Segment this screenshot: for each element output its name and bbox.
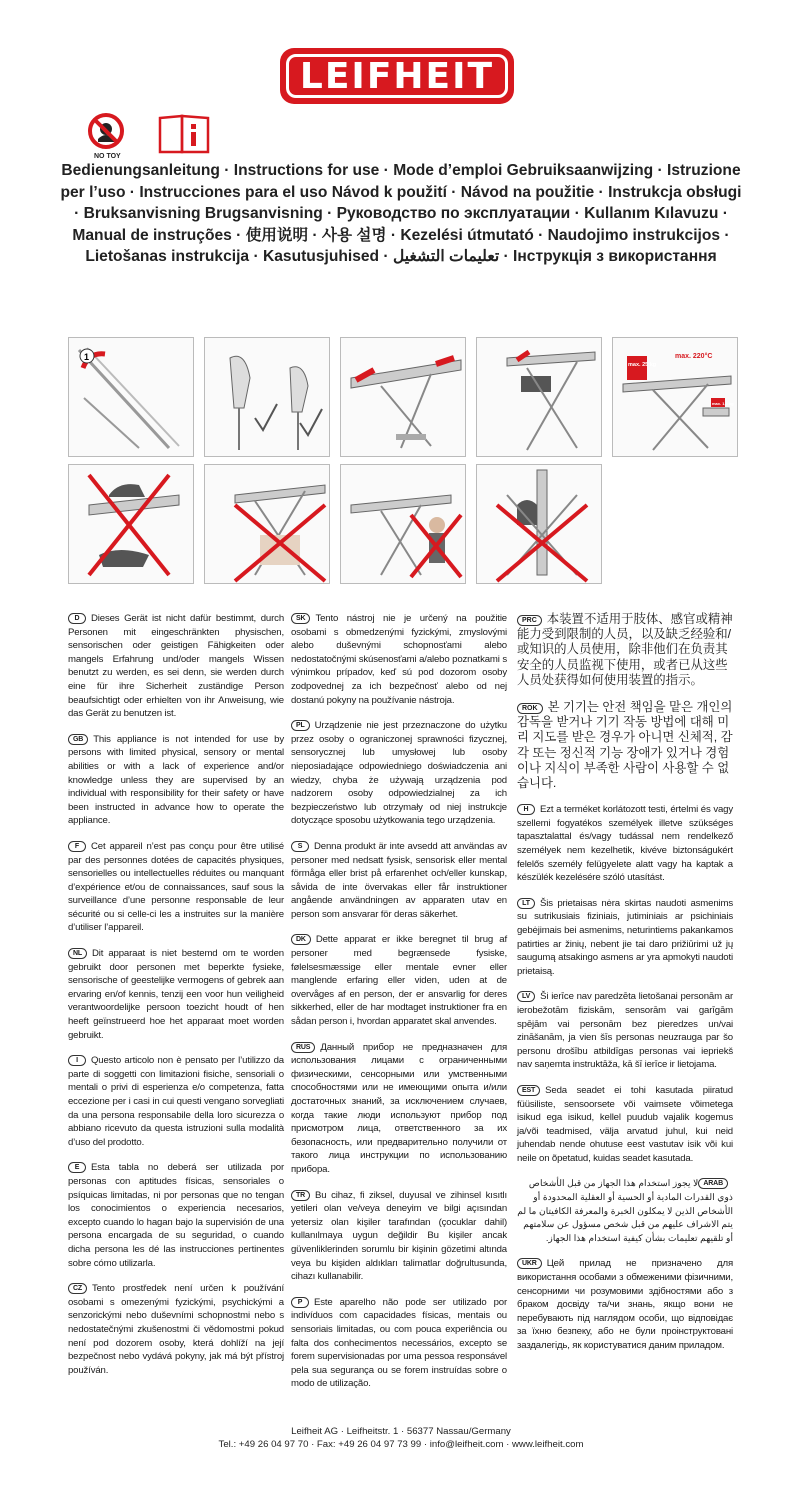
safety-notice-PRC: [517, 612, 733, 688]
footer-address: Leifheit AG · Leifheitstr. 1 · 56377 Nassau/Germany: [291, 1426, 511, 1437]
safety-text: 本装置不适用于肢体、感官或精神能力受到限制的人员，以及缺乏经验和/或知识的人员使用，除非他们在负责其安全的人员监视下使用，或者已从这些人员处获得如何使用装置的指示。: [517, 612, 733, 687]
safety-notice-LT: [517, 897, 733, 979]
logo-text: LEIFHEIT: [286, 54, 508, 98]
safety-notice-LV: [517, 990, 733, 1072]
safety-text: Denna produkt är inte avsedd att användas av personer med nedsatt fysisk, sensorisk eller mental förmåga eller brist på erfarenhet och/eller kunskap, såvida de inte övervakas eller får instruktioner angående användningen av apparaten utav en person som ansvarar för deras säkerhet.: [291, 840, 507, 920]
country-badge: PRC: [517, 615, 542, 626]
figure-2-height-adjust: [204, 337, 330, 457]
svg-text:1: 1: [84, 352, 90, 362]
safety-notice-D: [68, 612, 284, 721]
country-badge: LV: [517, 991, 535, 1002]
safety-text: Tento prostředek není určen k používání osobami s omezenými fyzickými, psychickými a senzorickými nebo duševními schopnostmi nebo s nedostatečnými zkušenostmi či vědomostmi pokud není pod dozorem osoby, která dohlíží na její bezpečnost nebo vydává pokyny, jak má být přístroj používán.: [68, 1283, 284, 1376]
country-badge: NL: [68, 948, 87, 959]
country-badge: H: [517, 804, 535, 815]
country-badge: RUS: [291, 1042, 315, 1053]
figure-3-turn-board: [340, 337, 466, 457]
figure-6-no-iron-on-board: [68, 464, 194, 584]
country-badge: GB: [68, 734, 88, 745]
leifheit-logo: [280, 48, 514, 104]
country-badge: SK: [291, 613, 310, 624]
country-badge: TR: [291, 1190, 310, 1201]
safety-text: This appliance is not intended for use by persons with limited physical, sensory or mental abilities or with a lack of experience and/or knowledge unless they are supervised by an individual with responsibility for their safety or have been instructed in advance how to operate the appliance.: [68, 733, 284, 827]
safety-notice-H: [517, 803, 733, 885]
max-load2-label: max. 1,5 kg: [712, 401, 734, 406]
safety-text: Esta tabla no deberá ser utilizada por personas con aptitudes físicas, sensoriales o psíquicas limitadas, ni por personas que no tengan los conocimientos o experiencia necesarios, excepto cuando lo hagan bajo la supervisión de una persona encargada de su seguridad, o cuando dicha persona les dé las instrucciones pertinentes sobre cómo utilizarla.: [68, 1162, 284, 1269]
safety-notice-RUS: [291, 1041, 507, 1177]
safety-text: Цей прилад не призначено для використання особами з обмеженими фізичними, сенсорними чи розумовими здібностями або з браком досвіду та/чи знань, якщо вони не перебувають під наглядом особи, що відповідає за їхню безпеку, або не були проінструктовані заздалегідь, як користуватися даним приладом.: [517, 1258, 733, 1352]
country-badge: ARAB: [698, 1178, 728, 1189]
figure-4-iron-rest: [476, 337, 602, 457]
country-badge: F: [68, 841, 86, 852]
safety-notice-EST: [517, 1084, 733, 1166]
safety-notice-NL: [68, 947, 284, 1042]
no-toy-icon: [82, 110, 140, 160]
safety-text: 본 기기는 안전 책임을 맡은 개인의 감독을 받거나 기기 작동 방법에 대해 미리 지도를 받은 경우가 아니면 신체적, 감각 또는 정신적 기능 장애가 있거나 경험이나 지식이 부족한 사람이 사용할 수 없습니다.: [517, 700, 733, 791]
country-badge: S: [291, 841, 309, 852]
header-icons: [82, 110, 212, 160]
text-column-2: [291, 612, 507, 1403]
country-badge: I: [68, 1055, 86, 1066]
safety-text: Ši ierīce nav paredzēta lietošanai personām ar ierobežotām fiziskām, sensorām vai garīgām spējām vai personām bez pieredzes un/vai zināšanām, ja vien šīs personas neuzrauga par šo personu drošību atbildīgas personas vai iepriekš nav saņemta instruktāža, kā šī ierīce ir lietojama.: [517, 991, 733, 1071]
safety-text: Dette apparat er ikke beregnet til brug af personer med begrænsede fysiske, følelsesmæssige eller mentale evner eller manglende erfaring eller viden, uden at de overvåges af en person, der er ansvarlig for deres sikkerhed, eller de har modtaget instruktioner fra en sådan person i, hvordan apparatet skal anvendes.: [291, 934, 507, 1028]
safety-text: Šis prietaisas nėra skirtas naudoti asmenims su sutrikusiais fiziniais, jutiminiais ar psichiniais gebėjimais bei asmenims, neturintiems pakankamos patirties ar žinių, nebent jie tai daro prižiūrimi už jų saugumą atsakingo asmens ar yra apmokyti naudoti prietaisą.: [517, 897, 733, 977]
info-book-icon: [156, 110, 212, 156]
safety-notice-SK: [291, 612, 507, 707]
country-badge: UKR: [517, 1258, 542, 1269]
safety-text: Urządzenie nie jest przeznaczone do użytku przez osoby o ograniczonej sprawności fizycznej, sensorycznej lub umysłowej lub osoby nieposiadające odpowiedniego doświadczenia ani wiedzy, chyba że używają urządzenia pod nadzorem osoby odpowiedzialnej za ich bezpieczeństwo lub otrzymały od niej instrukcje dotyczące sposobu użytkowania tego urządzenia.: [291, 720, 507, 827]
country-badge: EST: [517, 1085, 540, 1096]
safety-notice-UKR: [517, 1257, 733, 1352]
figure-9-not-stable: [476, 464, 602, 584]
safety-notice-ARAB: [517, 1177, 733, 1245]
figure-1-open-board: [68, 337, 194, 457]
safety-notice-I: [68, 1054, 284, 1149]
safety-notice-GB: [68, 733, 284, 828]
max-load-label: max. 25 kg: [628, 362, 657, 368]
country-badge: CZ: [68, 1283, 87, 1294]
country-badge: ROK: [517, 703, 543, 714]
safety-text: Seda seadet ei tohi kasutada piiratud füüsiliste, sensoorsete või vaimsete võimetega isikud ega isikud, kellel puudub vajalik kogemus ja/või teadmised, välja arvatud juhul, kui neid juhendab nende ohutuse eest vastutav isik või kui neile on õpetatud, kuidas seadet kasutada.: [517, 1084, 733, 1164]
safety-text: Ezt a terméket korlátozott testi, értelmi és vagy szellemi fogyatékos személyek illetve szükséges tapasztalattal és/vagy tudással nem rendelkező személyek nem kezelhetik, kivéve biztonságukért felelős személy felügyelete alatt vagy ha kaptak a készülék kezelésére szóló utasítást.: [517, 804, 733, 884]
footer-contact: Tel.: +49 26 04 97 70 · Fax: +49 26 04 97 73 99 · info@leifheit.com · www.leifheit.com: [218, 1438, 584, 1450]
safety-notice-CZ: [68, 1282, 284, 1377]
country-badge: P: [291, 1297, 309, 1308]
safety-notice-F: [68, 840, 284, 935]
country-badge: D: [68, 613, 86, 624]
safety-notice-DK: [291, 933, 507, 1028]
page-title: Bedienungsanleitung · Instructions for use · Mode d’emploi Gebruiksaanwijzing · Istruzione per l’uso · Instrucciones para el uso Návod k použití · Návod na použitie · Instrukcja obsługi · Bruksanvisning Brugsanvisning · Руководство по эксплуатации · Kullanım Kılavuzu · Manual de instruções · 使用说明 · 사용 설명 · Kezelési útmutató · Naudojimo instrukcijos · Lietošanas instrukcija · Kasutusjuhised · تعليمات التشغيل · Інструкція з використання: [60, 162, 742, 265]
safety-notice-S: [291, 840, 507, 922]
safety-text: Данный прибор не предназначен для использования лицами с ограниченными физическими, сенсорными или умственными способностями или не имеющими опыта и/или достаточных знаний, за исключением случаев, когда такие люди используют прибор под присмотром лица, ответственного за их безопасность, или предварительно получили от такого лица инструкции по использованию прибора.: [291, 1041, 507, 1175]
safety-notice-ROK: [517, 700, 733, 791]
country-badge: PL: [291, 720, 310, 731]
safety-notice-TR: [291, 1189, 507, 1284]
safety-notice-P: [291, 1296, 507, 1391]
figure-8-no-children: [340, 464, 466, 584]
safety-notice-E: [68, 1161, 284, 1270]
safety-text: Tento nástroj nie je určený na použitie osobami s obmedzenými fyzickými, zmyslovými alebo duševnými schopnosťami alebo nedostatočnými skúsenosťami a/alebo poznatkami s výnimkou prípadov, keď sú pod dozorom osoby zodpovednej za ich bezpečnosť alebo od nej dostanú pokyny na používanie nástroja.: [291, 613, 507, 706]
country-badge: LT: [517, 898, 535, 909]
country-badge: E: [68, 1162, 86, 1173]
text-column-3: [517, 612, 733, 1365]
safety-text: Cet appareil n’est pas conçu pour être utilisé par des personnes dotées de capacités physiques, sensorielles ou intellectuelles réduites ou manquant d’expérience et/ou de connaissances, sauf sous la surveillance d’une personne responsable de leur sécurité ou si celle-ci les a instruites sur la manière d’utiliser l’appareil.: [68, 840, 284, 934]
safety-notice-PL: [291, 719, 507, 828]
max-temp-label: max. 220°C: [675, 353, 713, 360]
safety-text: Dieses Gerät ist nicht dafür bestimmt, durch Personen mit eingeschränkten physischen, sensorischen oder geistigen Fähigkeiten oder mangels Erfahrung und/oder mangels Wissen benutzt zu werden, es sei denn, sie werden durch eine für ihre Sicherheit zuständige Person beaufsichtigt oder erhielten von ihr Anweisung, wie das Gerät zu benutzen ist.: [68, 613, 284, 720]
safety-text: Bu cihaz, fi ziksel, duyusal ve zihinsel kısıtlı yetileri olan ve/veya deneyim ve bilgi açısından yetersiz olan kişiler tarafından (çocuklar dahil) kullanılmaya uygun değildir Bu kişiler ancak güvenliklerinden sorumlu bir kişinin gözetimi altında veya bu kişiden aldıkları talimatlar doğrultusunda, cihazı kullanabilir.: [291, 1189, 507, 1283]
no-toy-label: NO TOY: [94, 153, 121, 160]
text-column-1: [68, 612, 284, 1389]
figure-5-max-load: [612, 337, 738, 457]
country-badge: DK: [291, 934, 311, 945]
safety-text: Dit apparaat is niet bestemd om te worden gebruikt door personen met beperkte fysieke, sensorische of geestelijke vermogens of gebrek aan ervaring en/of kennis, tenzij een voor hun veiligheid verantwoordelijke persoon toezicht houdt of hen heeft geïnstrueerd hoe het apparaat moet worden gebruikt.: [68, 948, 284, 1041]
safety-text: Este aparelho não pode ser utilizado por indivíduos com capacidades físicas, mentais ou sensoriais limitadas, ou com pouca experiência ou falta dos conhecimentos necessários, excepto se forem supervisionadas por uma pessoa responsável pela sua segurança ou se forem instruídas sobre o modo de utilização.: [291, 1296, 507, 1390]
figure-7-no-board-on-floor: [204, 464, 330, 584]
safety-text: لا يجوز استخدام هذا الجهاز من قبل الأشخاص ذوي القدرات المادية أو الحسية أو العقلية المحدودة أو الأشخاص الذين لا يمكلون الخبرة والمعرفة الكافيتان ما لم يتم الاشراف عليهم من قبل شخص مسؤول عن سلامتهم أو تلقيهم تعليمات بشأن كيفية استخدام هذا الجهاز.: [517, 1178, 733, 1243]
footer: [0, 1426, 802, 1451]
safety-text: Questo articolo non è pensato per l’utilizzo da parte di soggetti con limitazioni fisiche, sensoriali o mentali o privi di esperienza e/o competenza, fatta eccezione per i casi in cui questi vengano sorvegliati da una persona responsabile della loro sicurezza o abbiano ricevuto da questa istruzioni sulla modalità d’uso del prodotto.: [68, 1055, 284, 1148]
